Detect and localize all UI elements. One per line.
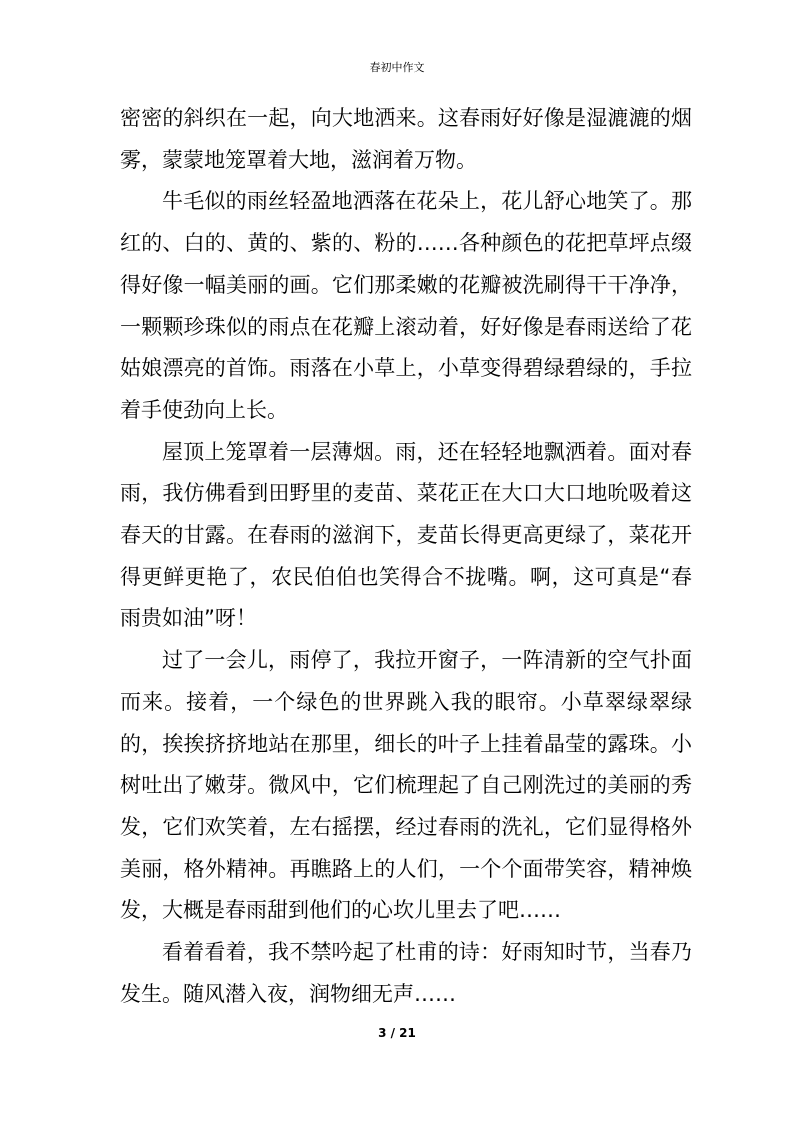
paragraph-5: 看着看着，我不禁吟起了杜甫的诗：好雨知时节，当春乃发生。随风潜入夜，润物细无声…… [120, 940, 692, 1006]
paragraph-1: 密密的斜织在一起，向大地洒来。这春雨好好像是湿漉漉的烟雾，蒙蒙地笼罩着大地，滋润着万物。 [120, 106, 692, 172]
paragraph-2: 牛毛似的雨丝轻盈地洒落在花朵上，花儿舒心地笑了。那红的、白的、黄的、紫的、粉的……各种颜色的花把草坪点缀得好像一幅美丽的画。它们那柔嫩的花瓣被洗刷得干干净净，一颗颗珍珠似的雨点在花瓣上滚动着，好好像是春雨送给了花姑娘漂亮的首饰。雨落在小草上，小草变得碧绿碧绿的，手拉着手使劲向上长。 [120, 189, 692, 422]
paragraph-3: 屋顶上笼罩着一层薄烟。雨，还在轻轻地飘洒着。面对春雨，我仿佛看到田野里的麦苗、菜花正在大口大口地吮吸着这春天的甘露。在春雨的滋润下，麦苗长得更高更绿了，菜花开得更鲜更艳了，农民伯伯也笑得合不拢嘴。啊，这可真是“春雨贵如油”呀！ [120, 439, 692, 631]
document-body [120, 98, 692, 1015]
paragraph-4: 过了一会儿，雨停了，我拉开窗子，一阵清新的空气扑面而来。接着，一个绿色的世界跳入我的眼帘。小草翠绿翠绿的，挨挨挤挤地站在那里，细长的叶子上挂着晶莹的露珠。小树吐出了嫩芽。微风中，它们梳理起了自己刚洗过的美丽的秀发，它们欢笑着，左右摇摆，经过春雨的洗礼，它们显得格外美丽，格外精神。再瞧路上的人们，一个个面带笑容，精神焕发，大概是春雨甜到他们的心坎儿里去了吧…… [120, 648, 692, 923]
page-header: 春初中作文 [369, 61, 425, 74]
page-number: 3 / 21 [378, 1026, 416, 1040]
